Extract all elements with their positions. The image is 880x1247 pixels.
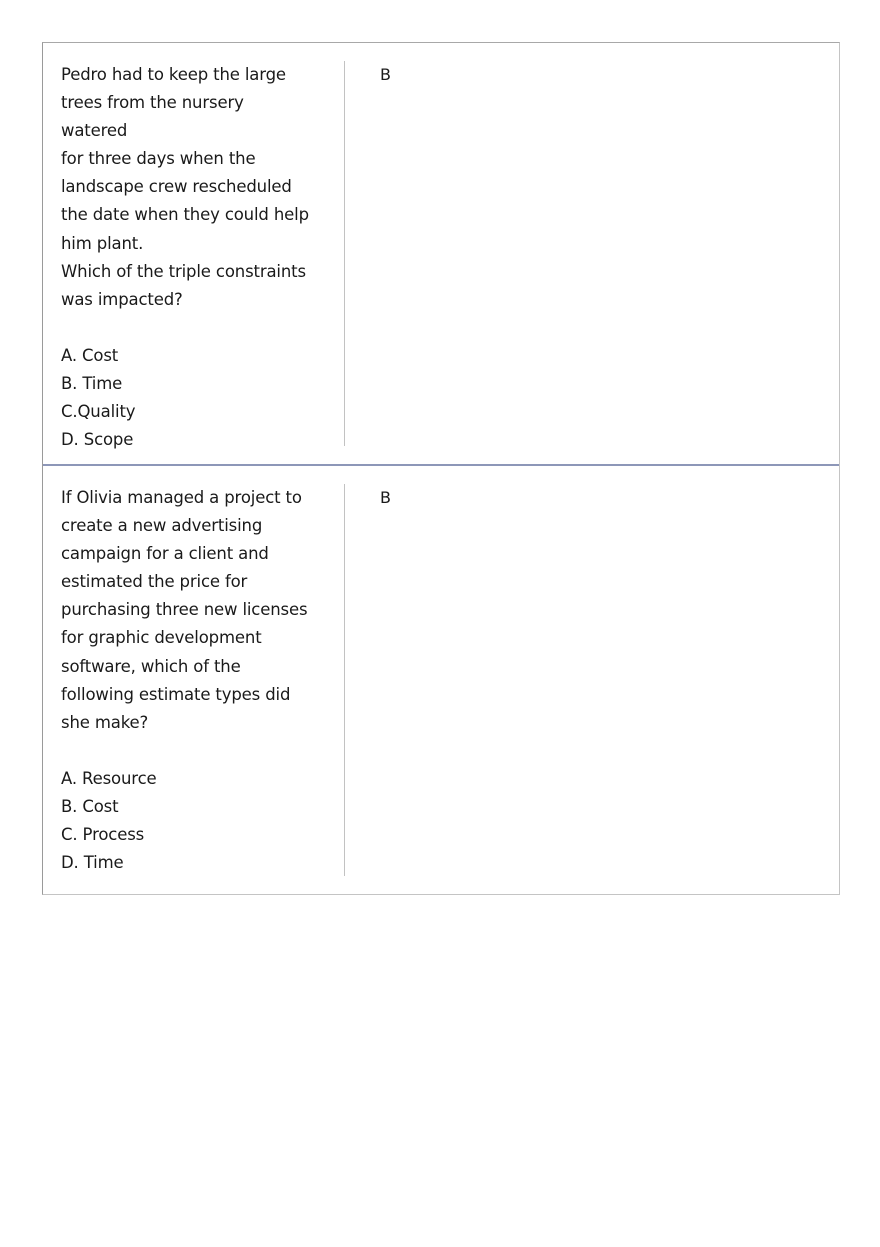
answer-cell [345, 466, 839, 894]
option-list [61, 342, 345, 454]
question-line: him plant. [61, 233, 144, 253]
question-line: Pedro had to keep the large [61, 65, 286, 84]
answer-text: B [380, 488, 391, 507]
option-item: D. Time [61, 853, 124, 873]
option-item: A. Cost [61, 345, 119, 365]
question-line: campaign for a client and [61, 544, 269, 564]
question-line: trees from the nursery watered [61, 93, 244, 141]
option-item: C.Quality [61, 402, 136, 422]
spacer [61, 737, 345, 765]
flashcard-row [43, 43, 839, 466]
option-list [61, 765, 345, 877]
flashcard-table [42, 42, 840, 895]
question-line: create a new advertising [61, 516, 263, 536]
option-item: B. Cost [61, 797, 119, 817]
option-item: A. Resource [61, 768, 157, 788]
spacer [61, 314, 345, 342]
question-line: for graphic development [61, 628, 262, 648]
option-item: C. Process [61, 825, 145, 845]
question-line: estimated the price for [61, 572, 248, 592]
flashcard-row [43, 466, 839, 894]
question-line: landscape crew rescheduled [61, 177, 292, 197]
question-line: software, which of the [61, 656, 241, 676]
question-line: she make? [61, 712, 149, 732]
question-cell [43, 43, 345, 464]
answer-cell [345, 43, 839, 464]
question-line: was impacted? [61, 289, 183, 309]
option-item: D. Scope [61, 430, 134, 450]
question-line: the date when they could help [61, 205, 309, 225]
question-line: purchasing three new licenses [61, 600, 308, 620]
question-text [61, 484, 311, 737]
question-line: following estimate types did [61, 684, 291, 704]
question-cell [43, 466, 345, 894]
question-line: for three days when the [61, 149, 256, 169]
question-line: Which of the triple constraints [61, 261, 306, 281]
option-item: B. Time [61, 374, 123, 394]
question-line: If Olivia managed a project to [61, 488, 302, 507]
answer-text: B [380, 65, 391, 84]
question-text [61, 61, 311, 314]
